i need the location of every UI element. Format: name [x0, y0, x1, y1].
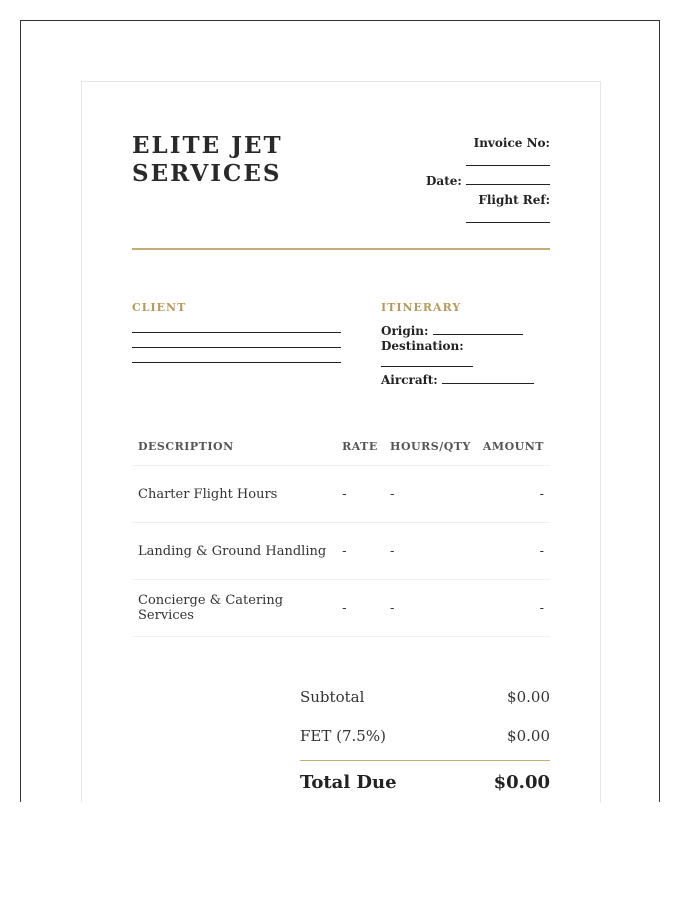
fet-label: FET (7.5%): [300, 727, 386, 745]
row-rate: -: [336, 523, 384, 580]
table-row: [132, 466, 550, 523]
aircraft-label: Aircraft:: [381, 373, 438, 387]
date-label: Date:: [426, 174, 462, 188]
row-rate: -: [336, 580, 384, 637]
row-rate: -: [336, 466, 384, 523]
flight-ref-label: Flight Ref:: [478, 193, 550, 207]
destination-blank-row: [381, 354, 551, 371]
col-description: DESCRIPTION: [132, 427, 336, 466]
invoice-no-blank-row: [390, 153, 550, 172]
totals-section: [300, 682, 550, 803]
client-line-2[interactable]: [132, 333, 341, 348]
flight-ref-blank-row: [390, 210, 550, 229]
date-field[interactable]: [466, 172, 550, 185]
total-due-label: Total Due: [300, 772, 397, 793]
row-hours: -: [384, 466, 477, 523]
destination-label: Destination:: [381, 339, 464, 353]
fet-row: [300, 721, 550, 760]
date-row: [390, 172, 550, 191]
destination-row: [381, 339, 551, 354]
client-line-3[interactable]: [132, 348, 341, 363]
total-due-value: $0.00: [493, 772, 550, 793]
client-section: [132, 301, 342, 363]
total-due-row: [300, 760, 550, 803]
row-description: Concierge & Catering Services: [132, 580, 336, 637]
client-line-1[interactable]: [132, 318, 341, 333]
row-amount: -: [477, 580, 550, 637]
origin-field[interactable]: [433, 322, 523, 335]
fet-value: $0.00: [507, 727, 550, 745]
col-rate: RATE: [336, 427, 384, 466]
itinerary-label: ITINERARY: [381, 301, 462, 314]
aircraft-field[interactable]: [442, 371, 534, 384]
subtotal-label: Subtotal: [300, 688, 365, 706]
row-description: Charter Flight Hours: [132, 466, 336, 523]
invoice-no-label: Invoice No:: [473, 136, 550, 150]
row-hours: -: [384, 580, 477, 637]
company-name: ELITE JET SERVICES: [132, 132, 283, 187]
destination-field[interactable]: [381, 354, 473, 367]
itinerary-section: [381, 301, 551, 388]
row-amount: -: [477, 466, 550, 523]
col-hours: HOURS/QTY: [384, 427, 477, 466]
table-row: [132, 580, 550, 637]
client-label: CLIENT: [132, 301, 187, 314]
row-hours: -: [384, 523, 477, 580]
col-amount: AMOUNT: [477, 427, 550, 466]
invoice-page: [81, 81, 601, 802]
row-amount: -: [477, 523, 550, 580]
invoice-no-row: [390, 134, 550, 153]
table-row: [132, 523, 550, 580]
table-header-row: [132, 427, 550, 466]
origin-label: Origin:: [381, 324, 429, 338]
subtotal-row: [300, 682, 550, 721]
line-items-table: [132, 427, 550, 637]
row-description: Landing & Ground Handling: [132, 523, 336, 580]
aircraft-row: [381, 371, 551, 388]
subtotal-value: $0.00: [507, 688, 550, 706]
invoice-meta: [390, 134, 550, 229]
flight-ref-row: [390, 191, 550, 210]
flight-ref-field[interactable]: [466, 210, 550, 223]
invoice-no-field[interactable]: [466, 153, 550, 166]
origin-row: [381, 322, 551, 339]
header-divider: [132, 248, 550, 250]
